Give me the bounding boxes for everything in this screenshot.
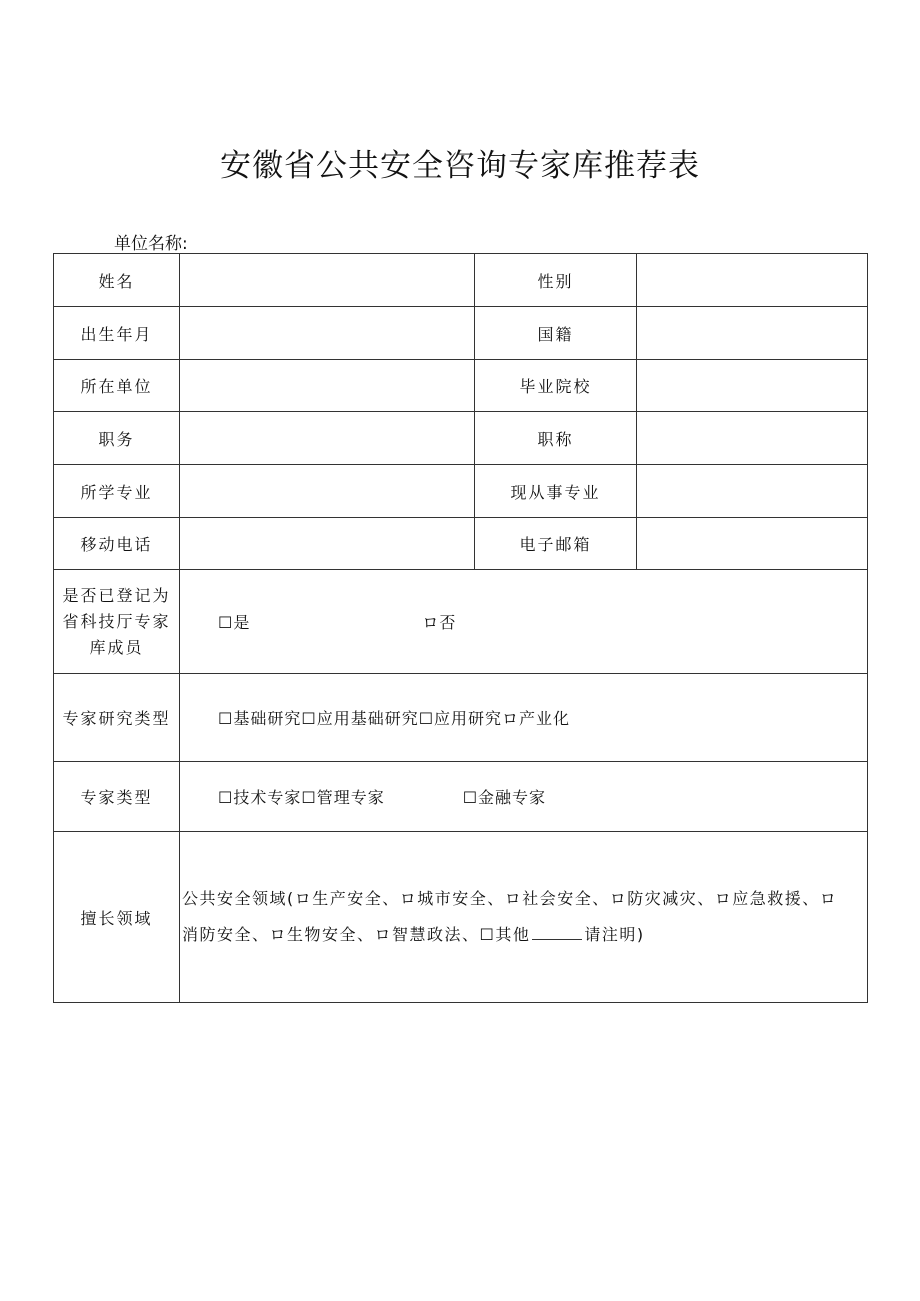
expertise-label: 擅长领域	[54, 832, 180, 1003]
expertise-text[interactable]: 公共安全领域(ロ生产安全、ロ城市安全、ロ社会安全、ロ防灾减灾、ロ应急救援、ロ消防安全、ロ生物安全、ロ智慧政法、☐其他	[182, 889, 838, 944]
major-field[interactable]	[180, 465, 475, 518]
mobile-label: 移动电话	[54, 518, 180, 570]
email-field[interactable]	[637, 518, 868, 570]
name-label: 姓名	[54, 254, 180, 307]
registered-label: 是否已登记为省科技厅专家库成员	[54, 570, 180, 674]
current-major-field[interactable]	[637, 465, 868, 518]
major-label: 所学专业	[54, 465, 180, 518]
table-row	[54, 307, 868, 360]
school-label: 毕业院校	[475, 360, 637, 412]
gender-label: 性别	[475, 254, 637, 307]
nationality-field[interactable]	[637, 307, 868, 360]
research-type-options	[180, 674, 868, 762]
research-type-label: 专家研究类型	[54, 674, 180, 762]
unit-name-label: 单位名称:	[114, 234, 188, 254]
registered-no-checkbox[interactable]: ロ否	[422, 613, 457, 632]
expert-type-label: 专家类型	[54, 762, 180, 832]
expert-type-finance-checkbox[interactable]: ☐金融专家	[462, 788, 547, 807]
table-row	[54, 674, 868, 762]
table-row	[54, 832, 868, 1003]
registered-yes-checkbox[interactable]: ☐是	[218, 613, 251, 632]
expert-type-options	[180, 762, 868, 832]
expertise-note: 请注明)	[584, 925, 645, 944]
table-row	[54, 465, 868, 518]
name-field[interactable]	[180, 254, 475, 307]
title-label: 职称	[475, 412, 637, 465]
position-label: 职务	[54, 412, 180, 465]
expertise-options	[180, 832, 868, 1003]
employer-label: 所在单位	[54, 360, 180, 412]
table-row	[54, 254, 868, 307]
expert-type-tech-mgmt-checkboxes[interactable]: ☐技术专家☐管理专家	[218, 788, 385, 807]
other-blank-field[interactable]	[532, 925, 582, 940]
position-field[interactable]	[180, 412, 475, 465]
table-row	[54, 360, 868, 412]
table-row	[54, 518, 868, 570]
nationality-label: 国籍	[475, 307, 637, 360]
gender-field[interactable]	[637, 254, 868, 307]
employer-field[interactable]	[180, 360, 475, 412]
table-row	[54, 412, 868, 465]
page-title: 安徽省公共安全咨询专家库推荐表	[220, 148, 700, 184]
title-field[interactable]	[637, 412, 868, 465]
recommendation-form-table	[53, 253, 868, 1003]
table-row	[54, 570, 868, 674]
current-major-label: 现从事专业	[475, 465, 637, 518]
birth-label: 出生年月	[54, 307, 180, 360]
registered-options	[180, 570, 868, 674]
school-field[interactable]	[637, 360, 868, 412]
research-type-checkboxes[interactable]: ☐基础研究☐应用基础研究☐应用研究ロ产业化	[218, 709, 571, 728]
birth-field[interactable]	[180, 307, 475, 360]
mobile-field[interactable]	[180, 518, 475, 570]
table-row	[54, 762, 868, 832]
email-label: 电子邮箱	[475, 518, 637, 570]
